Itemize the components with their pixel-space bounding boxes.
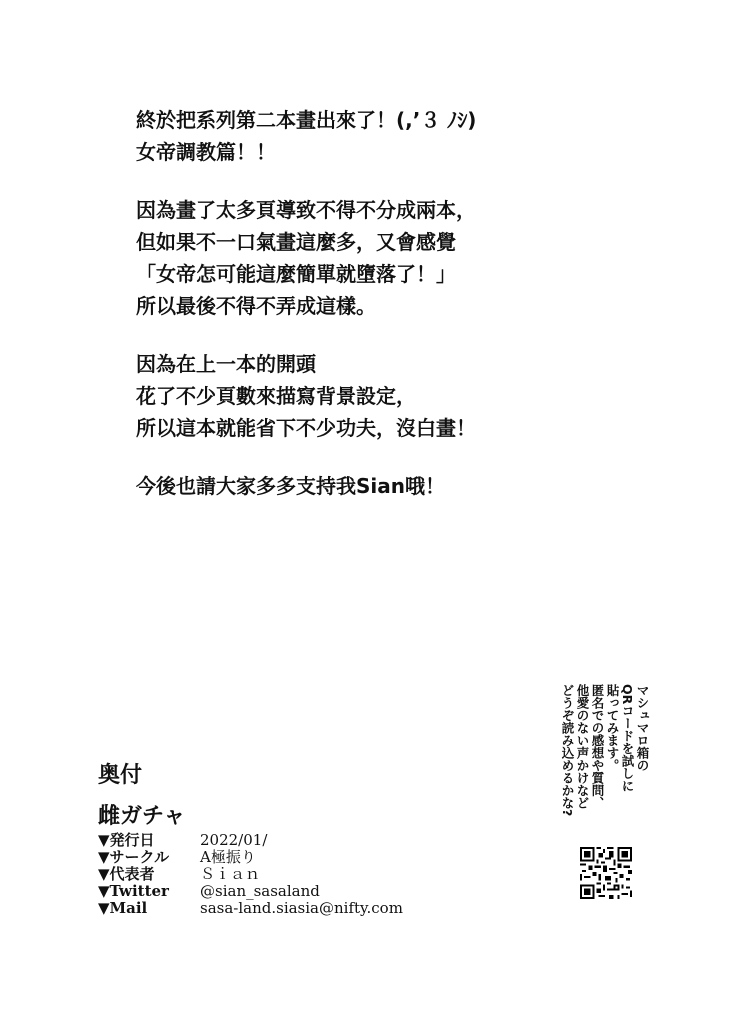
colophon — [98, 758, 403, 917]
info-row-circle — [98, 849, 403, 866]
twitter-handle[interactable]: @sian_sasaland — [200, 882, 320, 900]
afterword-line: 花了不少頁數來描寫背景設定， — [136, 384, 416, 408]
note-column: マシュマロ箱の — [635, 684, 650, 772]
info-row-date — [98, 832, 403, 849]
book-title: 雌ガチャ — [98, 803, 186, 829]
afterword-paragraph-4 — [136, 470, 696, 502]
info-row-representative — [98, 866, 403, 883]
colophon-heading: 奥付 — [98, 762, 143, 788]
afterword-line: 所以最後不得不弄成這樣。 — [136, 294, 376, 318]
afterword-line: 但如果不一口氣畫這麼多，又會感覺 — [136, 230, 456, 254]
info-label: ▼発行日 — [98, 831, 155, 849]
note-column: 他愛のない声かけなど — [575, 684, 590, 809]
email-address[interactable]: sasa-land.siasia@nifty.com — [200, 899, 403, 917]
note-column: どうぞ読み込めるかな? — [560, 684, 575, 817]
info-label: ▼Twitter — [98, 882, 169, 900]
afterword-line: 因為畫了太多頁導致不得不分成兩本， — [136, 198, 476, 222]
afterword-line: 終於把系列第二本畫出來了！(,’３ ﾉｼ) — [136, 108, 477, 132]
qr-code[interactable] — [580, 847, 632, 899]
afterword-paragraph-3 — [136, 348, 696, 444]
note-column: 匿名での感想や質問、 — [590, 684, 605, 809]
afterword-line: 因為在上一本的開頭 — [136, 352, 316, 376]
afterword-text — [136, 104, 696, 528]
afterword-line: 女帝調教篇！！ — [136, 140, 276, 164]
afterword-line: 所以這本就能省下不少功夫，沒白畫！ — [136, 416, 476, 440]
info-row-mail — [98, 900, 403, 917]
info-label: ▼Mail — [98, 899, 148, 917]
afterword-paragraph-2 — [136, 194, 696, 322]
afterword-line: 今後也請大家多多支持我Sian哦！ — [136, 474, 445, 498]
info-label: ▼代表者 — [98, 865, 155, 883]
note-column: 貼ってみます。 — [605, 684, 620, 772]
afterword-line: 「女帝怎可能這麼簡單就墮落了！」 — [136, 262, 456, 286]
info-value: Ｓｉａｎ — [200, 865, 261, 883]
info-value: A極振り — [200, 848, 256, 866]
info-row-twitter — [98, 883, 403, 900]
note-column: QRコードを試しに — [620, 684, 635, 792]
afterword-paragraph-1 — [136, 104, 696, 168]
info-label: ▼サークル — [98, 848, 170, 866]
info-value: 2022/01/ — [200, 831, 268, 849]
marshmallow-note — [560, 684, 650, 844]
